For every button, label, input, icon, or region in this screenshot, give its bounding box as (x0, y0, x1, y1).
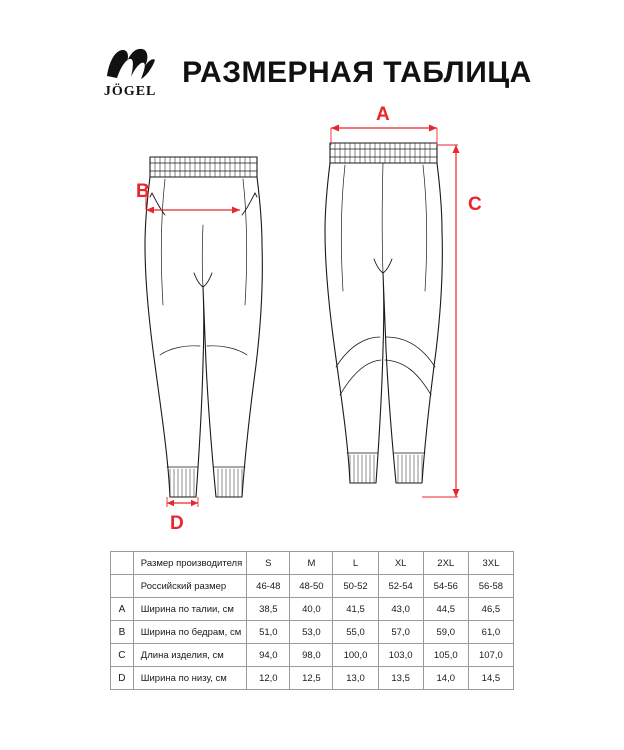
brand-logo (92, 42, 168, 104)
header-letter-cell (111, 552, 134, 575)
marker-label-b: B (136, 181, 150, 202)
table-row (111, 667, 514, 690)
row-value: 105,0 (423, 644, 468, 667)
row-value: 94,0 (247, 644, 290, 667)
row-value: 46-48 (247, 575, 290, 598)
header-size-2xl: 2XL (423, 552, 468, 575)
row-name: Длина изделия, см (133, 644, 246, 667)
row-value: 44,5 (423, 598, 468, 621)
row-value: 50-52 (333, 575, 378, 598)
row-value: 57,0 (378, 621, 423, 644)
row-value: 46,5 (468, 598, 513, 621)
row-name: Ширина по бедрам, см (133, 621, 246, 644)
row-value: 54-56 (423, 575, 468, 598)
page-title: РАЗМЕРНАЯ ТАБЛИЦА (182, 56, 532, 89)
row-value: 40,0 (290, 598, 333, 621)
marker-label-c: C (468, 194, 482, 215)
table-row (111, 644, 514, 667)
row-name: Ширина по низу, см (133, 667, 246, 690)
row-name: Российский размер (133, 575, 246, 598)
header-size-xl: XL (378, 552, 423, 575)
row-value: 48-50 (290, 575, 333, 598)
row-value: 14,0 (423, 667, 468, 690)
jogel-mark-icon (103, 46, 157, 82)
pants-back-view (325, 143, 442, 483)
table-row (111, 598, 514, 621)
row-value: 43,0 (378, 598, 423, 621)
row-value: 52-54 (378, 575, 423, 598)
row-value: 59,0 (423, 621, 468, 644)
row-letter: A (111, 598, 134, 621)
header-size-3xl: 3XL (468, 552, 513, 575)
header-size-l: L (333, 552, 378, 575)
row-value: 38,5 (247, 598, 290, 621)
pants-front-view (145, 157, 262, 497)
header-size-m: M (290, 552, 333, 575)
row-value: 14,5 (468, 667, 513, 690)
row-value: 98,0 (290, 644, 333, 667)
size-table-wrap (110, 551, 514, 690)
page-header (0, 38, 624, 108)
row-letter: D (111, 667, 134, 690)
row-value: 107,0 (468, 644, 513, 667)
pants-technical-drawing (0, 105, 624, 545)
row-value: 103,0 (378, 644, 423, 667)
table-row (111, 621, 514, 644)
header-size-s: S (247, 552, 290, 575)
row-letter: B (111, 621, 134, 644)
size-table (110, 551, 514, 690)
row-value: 13,5 (378, 667, 423, 690)
table-header-row (111, 552, 514, 575)
marker-label-a: A (376, 105, 390, 125)
row-letter (111, 575, 134, 598)
table-row (111, 575, 514, 598)
row-value: 12,5 (290, 667, 333, 690)
row-value: 61,0 (468, 621, 513, 644)
row-value: 56-58 (468, 575, 513, 598)
header-manufacturer-size: Размер производителя (133, 552, 246, 575)
row-value: 51,0 (247, 621, 290, 644)
marker-label-d: D (170, 513, 184, 534)
row-value: 53,0 (290, 621, 333, 644)
row-value: 41,5 (333, 598, 378, 621)
row-letter: C (111, 644, 134, 667)
row-value: 13,0 (333, 667, 378, 690)
product-illustration (0, 105, 624, 545)
row-name: Ширина по талии, см (133, 598, 246, 621)
row-value: 55,0 (333, 621, 378, 644)
row-value: 12,0 (247, 667, 290, 690)
brand-wordmark: JÖGEL (103, 84, 157, 99)
row-value: 100,0 (333, 644, 378, 667)
